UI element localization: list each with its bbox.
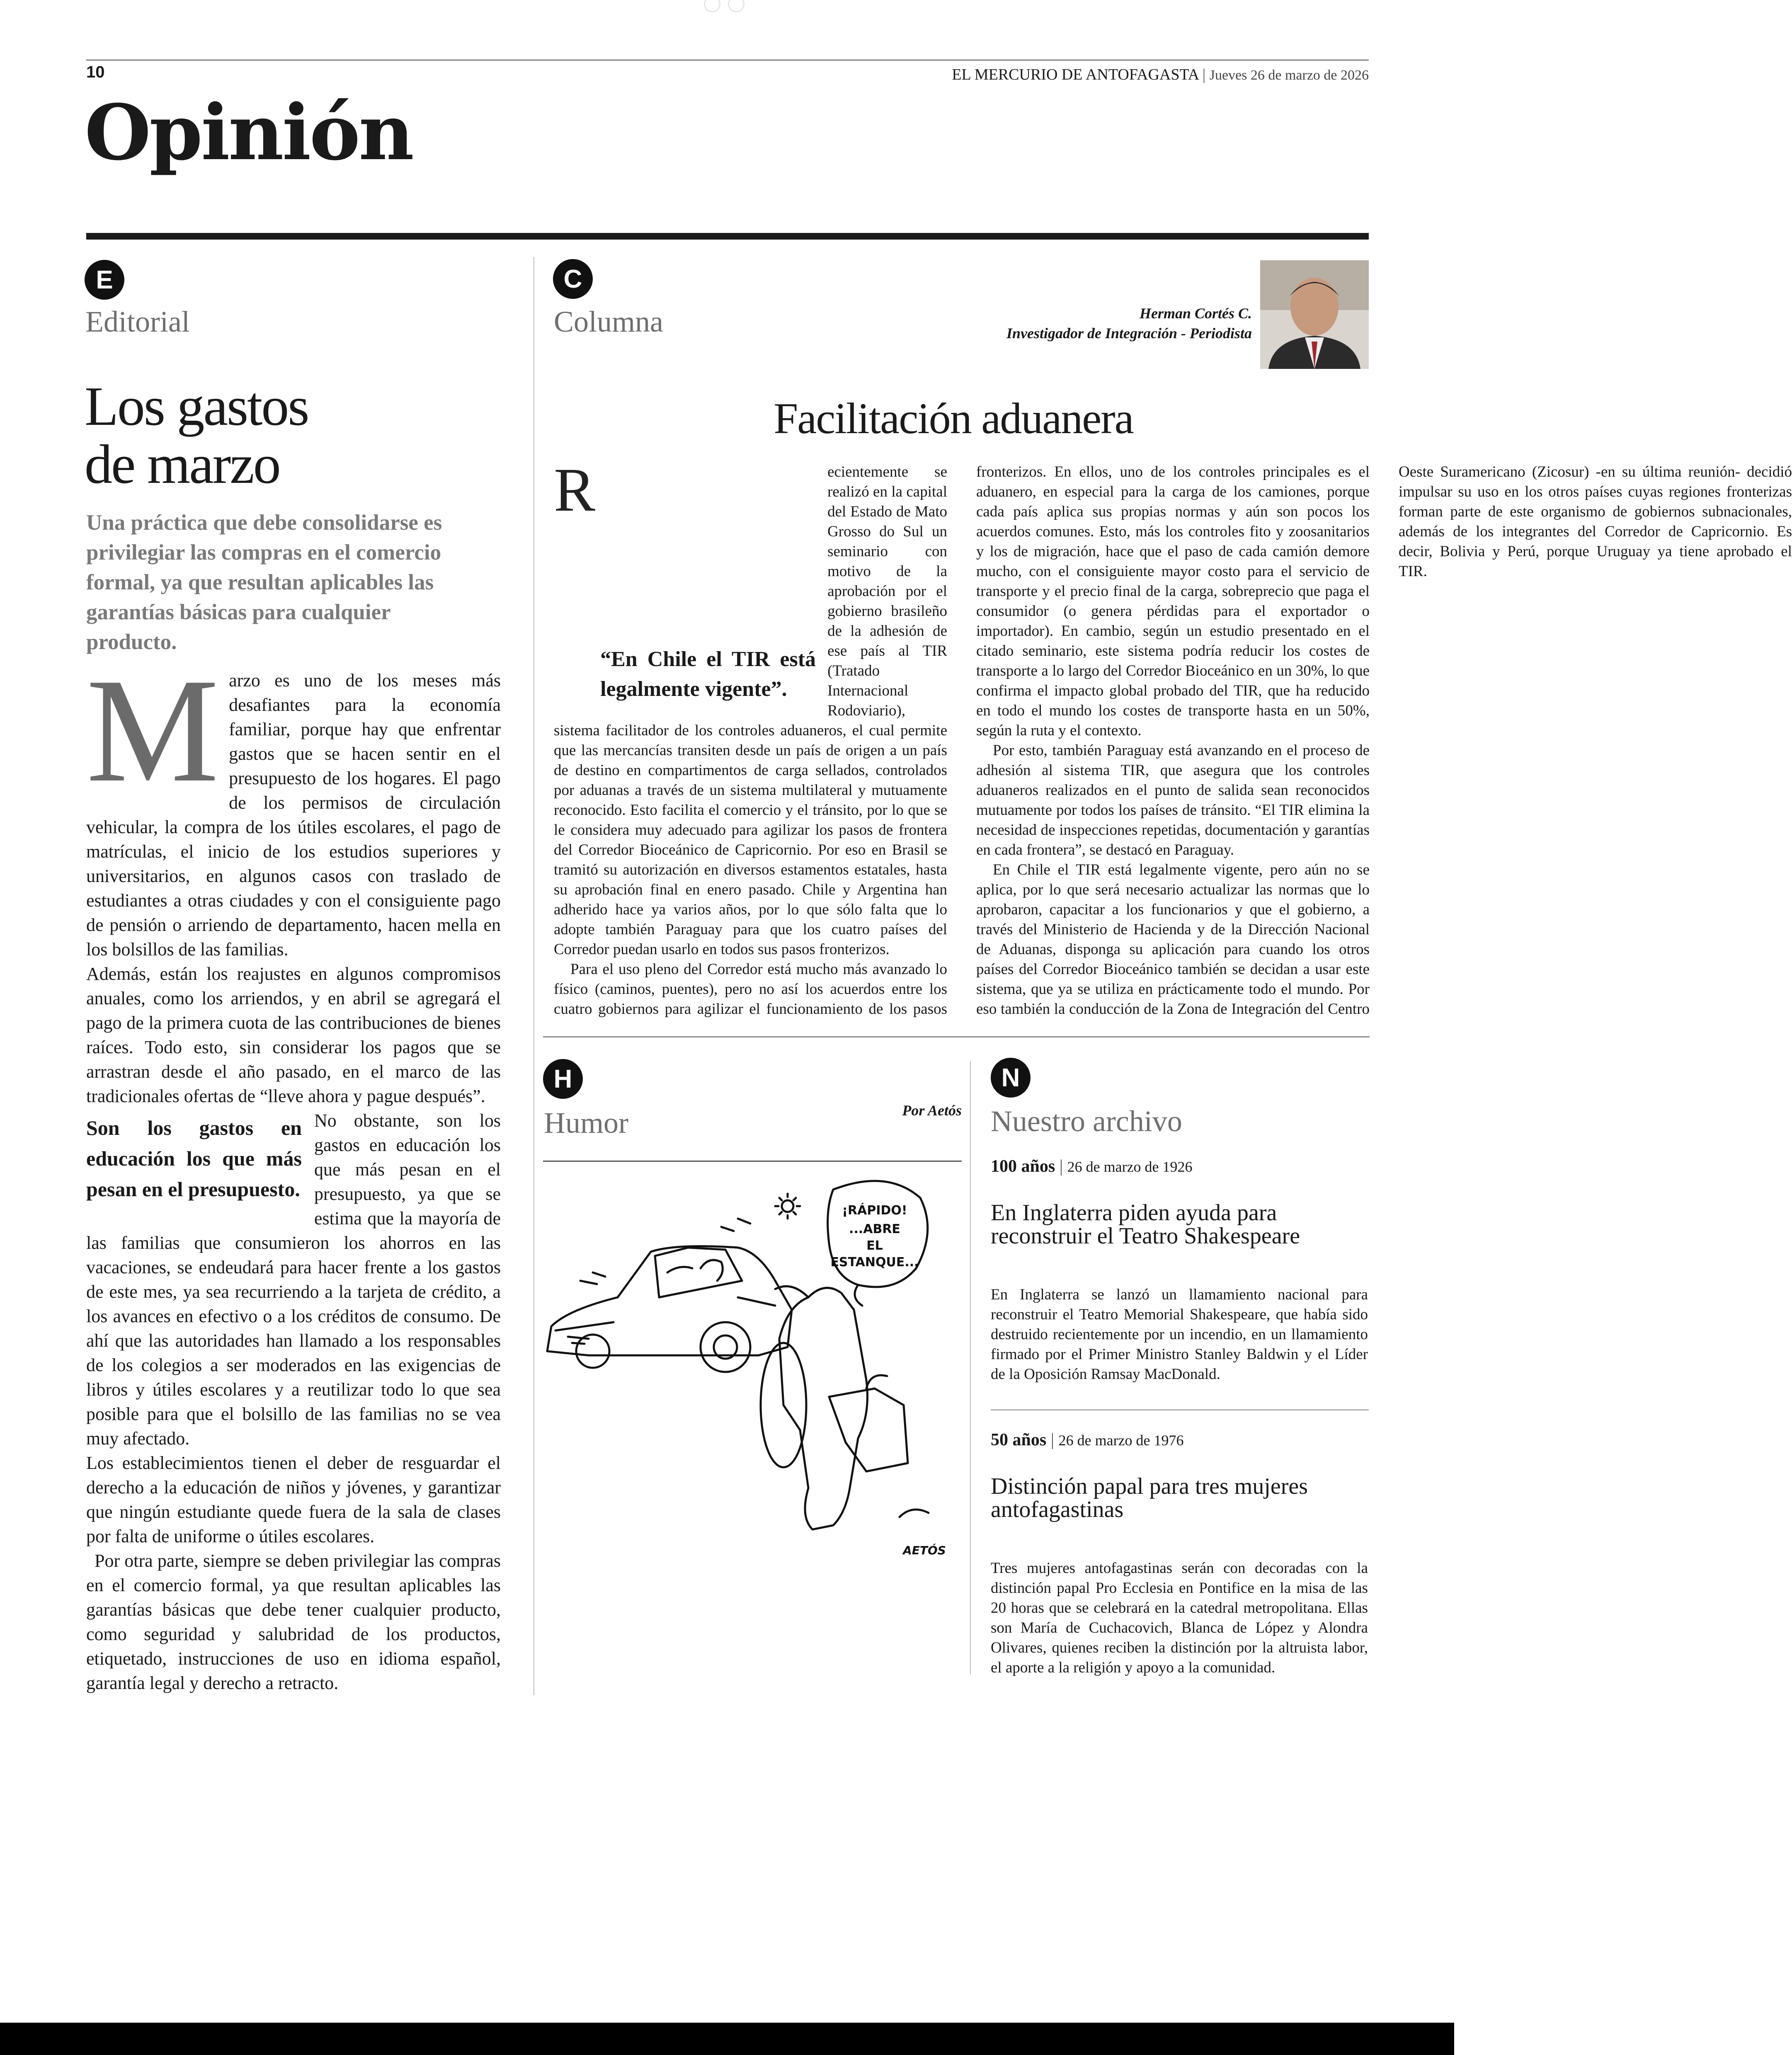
indicator-dot-icon <box>704 0 720 12</box>
archive-year-line: 50 años | 26 de marzo de 1976 <box>991 1430 1184 1449</box>
editorial-paragraph: Por otra parte, siempre se deben privilegiar las compras en el comercio formal, ya que resultan aplicables las garantías básicas que debe tener cualquier producto, como seguridad y salubridad de los productos, etiquetado, instrucciones de uso en idioma español, garantía legal y derecho a retracto. <box>86 1551 501 1693</box>
author-role: Investigador de Integración - Periodista <box>1006 325 1252 342</box>
author-photo <box>1260 260 1369 369</box>
page-number: 10 <box>86 63 105 81</box>
archive-years: 100 años <box>991 1157 1055 1176</box>
editorial-paragraph: Son los gastos en educación los que más pesan en el presupuesto. No obstante, son los gastos en educación los que más pesan en el presupuesto, ya que se estima que la mayoría de las familias que consumieron los ahorros en las vacaciones, se endeudará para hacer frente a los gastos de este mes, ya sea recurriendo a la tarjeta de crédito, a los avances en efectivo o a los créditos de consumo. De ahí que las autoridades han llamado a los responsables de los colegios a ser moderados en las exigencias de libros y útiles escolares y a reutilizar todo lo que sea posible para que el bolsillo de las familias no se vea muy afectado. <box>86 1110 501 1449</box>
archive-text: Tres mujeres antofagastinas serán con decoradas con la distinción papal Pro Ecclesia en Pontifice en la misa de las 20 horas que se celebrará en la catedral metropolitana. Ellas son María de Cuchacovich, Blanca de López y Alondra Olivares, quienes reciben la distinción por la altruista labor, el aporte a la religión y apoyo a la comunidad. <box>991 1560 1368 1676</box>
author-name: Herman Cortés C. <box>1139 305 1252 322</box>
editorial-badge-icon: E <box>85 260 124 300</box>
section-thick-rule <box>86 233 1369 240</box>
archive-text: En Inglaterra se lanzó un llamamiento nacional para reconstruir el Teatro Memorial Shakespeare, que había sido destruido recientemente por un incendio, en un llamamiento firmado por el Primer Ministro Stanley Baldwin y el Líder de la Oposición Ramsay MacDonald. <box>991 1286 1368 1383</box>
viewer-bottom-bar <box>0 2023 1454 2055</box>
archive-years: 50 años <box>991 1430 1047 1449</box>
column-pullquote: “En Chile el TIR está legalmente vigente”. <box>600 647 816 701</box>
column-paragraph: En Chile el TIR está legalmente vigente, pero aún no se aplica, por lo que será necesario actualizar las normas que lo aprobaron, capacitar a los funcionarios y que el gobierno, a través del Ministerio de Hacienda y de la Dirección Nacional de Aduanas, disponga su aplicación para cuando los otros países del Corredor Bioceánico también se decidan a usar este sistema, que ya se utiliza en prácticamente todo el mundo. Por eso también la conducción de la Zona de Integración del Centro Oeste Suramericano (Zicosur) -en su última reunión- decidió impulsar su uso en los otros países cuyas regiones fronterizas forman parte de este organismo de gobiernos subnacionales, además de los integrantes del Corredor de Capricornio. Es decir, Bolivia y Perú, porque Uruguay ya tiene aprobado el TIR. <box>976 463 1792 1018</box>
editorial-paragraph: Marzo es uno de los meses más desafiantes para la economía familiar, porque hay que enfrentar gastos que se hacen sentir en el presupuesto de los hogares. El pago de los permisos de circulación vehicular, la compra de los útiles escolares, el pago de matrículas, el inicio de los estudios superiores y universitarios, en algunos casos con traslado de estudiantes a otras ciudades y con el consiguiente pago de pensión o arriendo de departamento, hacen mella en los bolsillos de las familias. <box>86 647 501 960</box>
humor-cartoon <box>543 1173 962 1567</box>
editorial-label: Editorial <box>85 305 190 338</box>
column-label: Columna <box>554 305 663 338</box>
column-divider <box>533 257 534 1695</box>
archive-label: Nuestro archivo <box>991 1105 1182 1138</box>
issue-date: Jueves 26 de marzo de 2026 <box>1209 68 1369 83</box>
headline-line: de marzo <box>85 434 280 495</box>
sun-icon <box>782 1200 793 1212</box>
editorial-paragraph: Además, están los reajustes en algunos compromisos anuales, como los arriendos, y en abril se agregará el pago de la primera cuota de las contribuciones de bienes raíces. Todo esto, sin considerar los pagos que se arrastran desde el año pasado, en el marco de las tradicionales ofertas de “lleve ahora y pague después”. <box>86 964 501 1106</box>
archive-year-line: 100 años | 26 de marzo de 1926 <box>991 1157 1193 1176</box>
editorial-body <box>86 647 501 1695</box>
archive-title: Distinción papal para tres mujeres antofagastinas <box>991 1473 1308 1522</box>
archive-title: En Inglaterra piden ayuda para reconstruir el Teatro Shakespeare <box>991 1200 1300 1249</box>
indicator-dot-icon <box>728 0 744 12</box>
column-badge-icon: C <box>553 259 593 299</box>
column-author <box>891 303 1252 343</box>
cartoon-signature: AETÓS <box>903 1544 946 1557</box>
top-rule <box>86 59 1369 61</box>
editorial-lede: Una práctica que debe consolidarse es privilegiar las compras en el comercio formal, ya que resultan aplicables las garantías básicas para cualquier producto. <box>86 511 442 654</box>
bubble-text: ESTANQUE... <box>830 1255 919 1270</box>
editorial-paragraph: Los establecimientos tienen el deber de resguardar el derecho a la educación de niños y jóvenes, y garantizar que ningún estudiante quede fuera de la sala de clases por falta de uniforme o útiles escolares. <box>86 1453 501 1546</box>
humor-badge-icon: H <box>543 1059 583 1099</box>
archive-item <box>991 1156 1368 1384</box>
archive-item <box>991 1430 1368 1678</box>
section-title: Opinión <box>85 88 413 177</box>
column-headline: Facilitación aduanera <box>774 394 1133 443</box>
masthead: EL MERCURIO DE ANTOFAGASTA <box>952 66 1199 83</box>
editorial-headline <box>85 377 520 493</box>
editorial-dropcap: M <box>86 647 219 813</box>
cartoon-drawing <box>543 1173 962 1567</box>
archive-date: 26 de marzo de 1926 <box>1067 1158 1193 1175</box>
archive-badge-icon: N <box>991 1058 1031 1098</box>
column-paragraph: Para el uso pleno del Corredor está mucho más avanzado lo físico (caminos, puentes), pero no así los acuerdos entre los cuatro gobiernos para agilizar el funcionamiento de los pasos fronterizos. En ellos, uno de los controles principales es el aduanero, en especial para la carga de los camiones, porque cada país aplica sus propias normas y aún son pocos los acuerdos comunes. Esto, más los controles fito y zoosanitarios y los de migración, hace que el paso de cada camión demore mucho, con el consiguiente mayor costo para el servicio de transporte y el precio final de la carga, sobreprecio que paga el consumidor (o genera pérdidas para el exportador o importador). En cambio, según un estudio presentado en el citado seminario, este sistema podría reducir los costes de transporte a lo largo del Corredor Bioceánico en un 30%, lo que confirma el impacto global probado del TIR, que ha reducido en todo el mundo los costes de transporte hasta en un 50%, según la ruta y el contexto. <box>554 463 1370 1018</box>
column-bottom-rule <box>543 1036 1370 1037</box>
attendant-icon <box>779 1288 868 1529</box>
column-paragraph: Por esto, también Paraguay está avanzando en el proceso de adhesión al sistema TIR, que asegura que los controles aduaneros realizados en el punto de salida sean reconocidos mutuamente por todos los países de tránsito. “El TIR elimina la necesidad de inspecciones repetidas, documentación y garantías en cada frontera”, se destacó en Paraguay. <box>976 742 1370 858</box>
humor-rule <box>543 1161 962 1162</box>
masthead-line: EL MERCURIO DE ANTOFAGASTA | Jueves 26 de marzo de 2026 <box>952 66 1369 83</box>
headline-line: Los gastos <box>85 376 308 437</box>
humor-byline: Por Aetós <box>902 1102 962 1119</box>
scroll-indicator <box>701 0 750 12</box>
bubble-text: EL <box>866 1238 883 1253</box>
column-divider <box>970 1061 971 1675</box>
bubble-text: ¡RÁPIDO! <box>842 1203 907 1218</box>
column-paragraph: R “En Chile el TIR está legalmente vigente”. ecientemente se realizó en la capital del Estado de Mato Grosso do Sul un seminario con motivo de la aprobación por el gobierno brasileño de la adhesión de ese país al TIR (Tratado Internacional Rodoviario), sistema facilitador de los controles aduaneros, el cual permite que las mercancías transiten desde un país de origen a un país de destino en compartimentos de carga sellados, controlados por aduanas a través de un sistema multilateral y mutuamente reconocido. Esto facilita el comercio y el tránsito, por lo que se le considera muy adecuado para agilizar los pasos de frontera del Corredor Bioceánico de Capricornio. Por eso en Brasil se tramitó su autorización en diversos estamentos estatales, hasta su aprobación final en enero pasado. Chile y Argentina han adherido hace ya varios años, por lo que sólo falta que lo adopte también Paraguay para que los cuatro países del Corredor puedan usarlo en todos sus pasos fronterizos. <box>554 456 947 958</box>
humor-label: Humor <box>544 1106 628 1139</box>
archive-date: 26 de marzo de 1976 <box>1058 1432 1184 1449</box>
archive-divider <box>991 1409 1369 1410</box>
editorial-pullquote: Son los gastos en educación los que más pesan en el presupuesto. <box>86 1116 302 1201</box>
column-dropcap: R <box>554 456 596 524</box>
author-portrait-icon <box>1260 260 1369 369</box>
bubble-text: ...ABRE <box>849 1222 900 1236</box>
column-body <box>554 456 1792 1026</box>
